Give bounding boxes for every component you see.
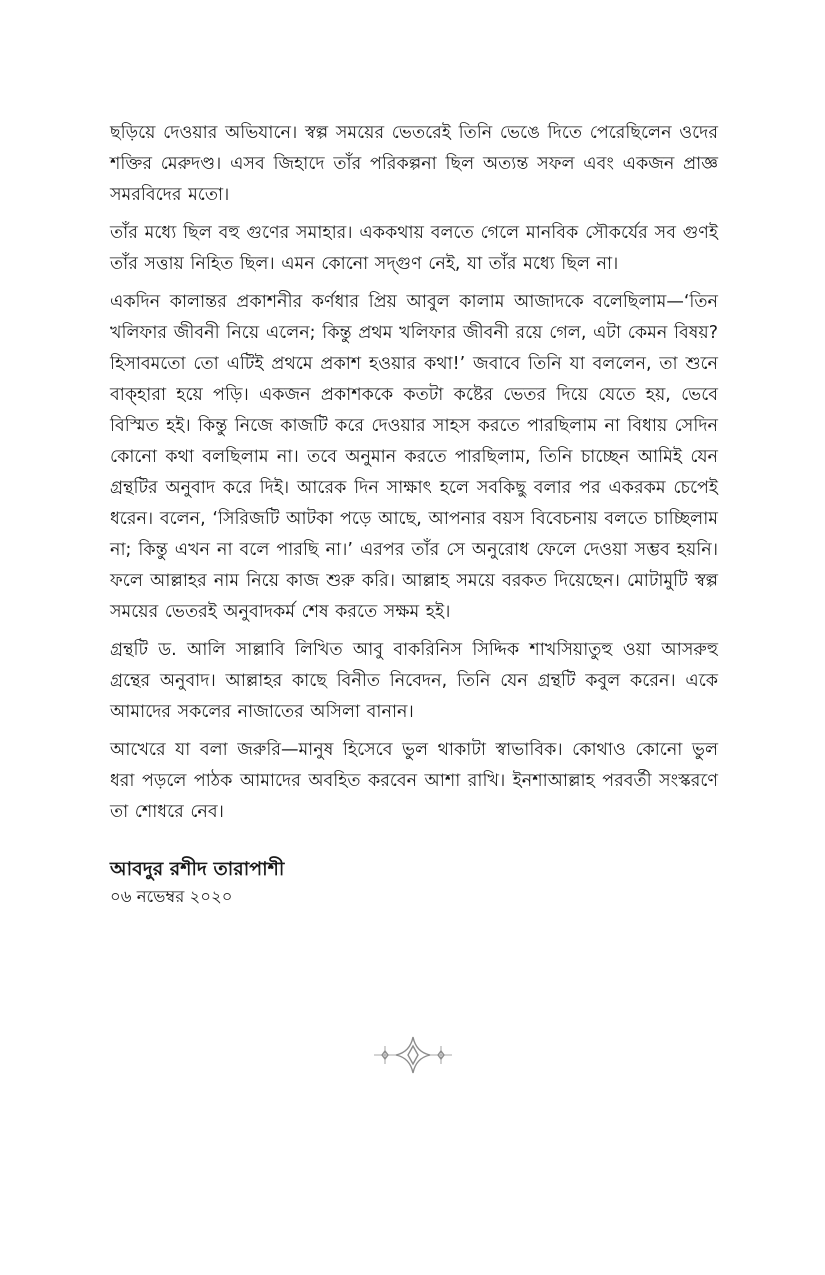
page-body [110,118,718,910]
paragraph-1: ছড়িয়ে দেওয়ার অভিযানে। স্বল্প সময়ের ভেতরেই তিনি ভেঙে দিতে পেরেছিলেন ওদের শক্তির মেরুদণ্ড। এসব জিহাদে তাঁর পরিকল্পনা ছিল অত্যন্ত সফল এবং একজন প্রাজ্ঞ সমরবিদের মতো। [110,123,718,205]
signature-block [110,854,718,910]
author-name: আবদুর রশীদ তারাপাশী [110,858,285,880]
signature-date: ০৬ নভেম্বর ২০২০ [110,887,233,906]
paragraph-2: তাঁর মধ্যে ছিল বহু গুণের সমাহার। এককথায় বলতে গেলে মানবিক সৌকর্যের সব গুণই তাঁর সত্তায় নিহিত ছিল। এমন কোনো সদ্‌গুণ নেই, যা তাঁর মধ্যে ছিল না। [110,223,718,274]
diamond-star-ornament-icon [368,1032,458,1078]
paragraph-5: আখেরে যা বলা জরুরি—মানুষ হিসেবে ভুল থাকাটা স্বাভাবিক। কোথাও কোনো ভুল ধরা পড়লে পাঠক আমাদের অবহিত করবেন আশা রাখি। ইনশাআল্লাহ পরবর্তী সংস্করণে তা শোধরে নেব। [110,740,718,822]
paragraph-4: গ্রন্থটি ড. আলি সাল্লাবি লিখিত আবু বাকরিনিস সিদ্দিক শাখসিয়াতুহু ওয়া আসরুহু গ্রন্থের অনুবাদ। আল্লাহর কাছে বিনীত নিবেদন, তিনি যেন গ্রন্থটি কবুল করেন। একে আমাদের সকলের নাজাতের অসিলা বানান। [110,640,718,722]
large-star-center-icon [396,1037,430,1073]
paragraph-3: একদিন কালান্তর প্রকাশনীর কর্ণধার প্রিয় আবুল কালাম আজাদকে বলেছিলাম—‘তিন খলিফার জীবনী নিয়ে এলেন; কিন্তু প্রথম খলিফার জীবনী রয়ে গেল, এটা কেমন বিষয়? হিসাবমতো তো এটিই প্রথমে প্রকাশ হওয়ার কথা!’ জবাবে তিনি যা বললেন, তা শুনে বাক্‌হারা হয়ে পড়ি। একজন প্রকাশককে কতটা কষ্টের ভেতর দিয়ে যেতে হয়, ভেবে বিস্মিত হই। কিন্তু নিজে কাজটি করে দেওয়ার সাহস করতে পারছিলাম না বিধায় সেদিন কোনো কথা বলছিলাম না। তবে অনুমান করতে পারছিলাম, তিনি চাচ্ছেন আমিই যেন গ্রন্থটির অনুবাদ করে দিই। আরেক দিন সাক্ষাৎ হলে সবকিছু বলার পর একরকম চেপেই ধরেন। বলেন, ‘সিরিজটি আটকা পড়ে আছে, আপনার বয়স বিবেচনায় বলতে চাচ্ছিলাম না; কিন্তু এখন না বলে পারছি না।’ এরপর তাঁর সে অনুরোধ ফেলে দেওয়া সম্ভব হয়নি। ফলে আল্লাহর নাম নিয়ে কাজ শুরু করি। আল্লাহ সময়ে বরকত দিয়েছেন। মোটামুটি স্বল্প সময়ের ভেতরই অনুবাদকর্ম শেষ করতে সক্ষম হই। [110,292,718,622]
